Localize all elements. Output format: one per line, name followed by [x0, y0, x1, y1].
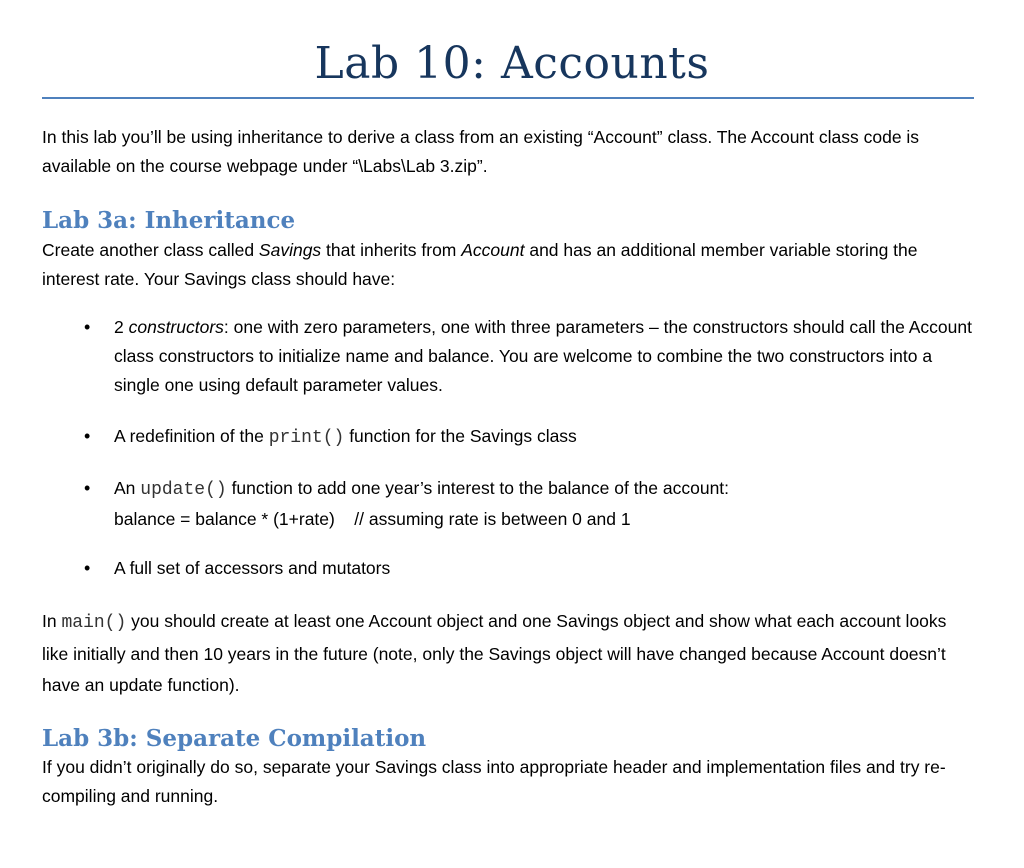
bullet-print: [114, 422, 972, 453]
bullet2-text-a: A redefinition of the: [114, 426, 269, 446]
lab3b-paragraph: If you didn’t originally do so, separate your Savings class into appropriate header and implementation files and try re-compiling and running.: [42, 757, 946, 806]
lab3a-p1-text-a: Create another class called: [42, 240, 259, 260]
bullet-accessors: A full set of accessors and mutators: [114, 558, 391, 578]
bullet2-code: print(): [268, 428, 345, 448]
main-paragraph: [42, 606, 972, 701]
bullet1-constructors-em: constructors: [128, 317, 224, 337]
bullet-marker: •: [84, 426, 91, 446]
bullet-constructors: [114, 313, 972, 400]
title-rule: [42, 97, 974, 99]
main-text-a: In: [42, 611, 62, 631]
bullet-marker: •: [84, 558, 91, 578]
lab3a-p1-text-b: that inherits from: [321, 240, 462, 260]
bullet3-formula: balance = balance * (1+rate) // assuming rate is between 0 and 1: [114, 509, 631, 529]
lab3a-p1-text-c: and has an additional member variable storing the interest rate. Your Savings class should have:: [42, 240, 918, 289]
bullet3-text-b: function to add one year’s interest to the balance of the account:: [226, 478, 730, 498]
lab3a-heading: Lab 3a: Inheritance: [42, 207, 296, 234]
lab3a-paragraph: [42, 236, 972, 294]
bullet-marker: •: [84, 317, 91, 337]
bullet3-text-a: An: [114, 478, 141, 498]
bullet1-text-b: : one with zero parameters, one with three parameters – the constructors should call the Account class constructors to initialize name and balance. You are welcome to combine the two constructors into a single one using default parameter values.: [114, 317, 972, 395]
main-code: main(): [61, 613, 127, 633]
main-text-b: you should create at least one Account object and one Savings object and show what each account looks like initially and then 10 years in the future (note, only the Savings object will have changed because Account doesn’t have an update function).: [42, 611, 947, 695]
intro-paragraph: In this lab you’ll be using inheritance to derive a class from an existing “Account” class. The Account class code is available on the course webpage under “\Labs\Lab 3.zip”.: [42, 127, 920, 176]
lab3a-p1-savings: Savings: [258, 240, 322, 260]
bullet-update: [114, 474, 972, 534]
bullet-marker: •: [84, 478, 91, 498]
bullet1-text-a: 2: [114, 317, 129, 337]
bullet2-text-b: function for the Savings class: [344, 426, 577, 446]
lab3b-heading: Lab 3b: Separate Compilation: [42, 725, 427, 752]
page-title: Lab 10: Accounts: [314, 38, 710, 89]
bullet3-code: update(): [140, 480, 227, 500]
lab3a-p1-account: Account: [461, 240, 525, 260]
